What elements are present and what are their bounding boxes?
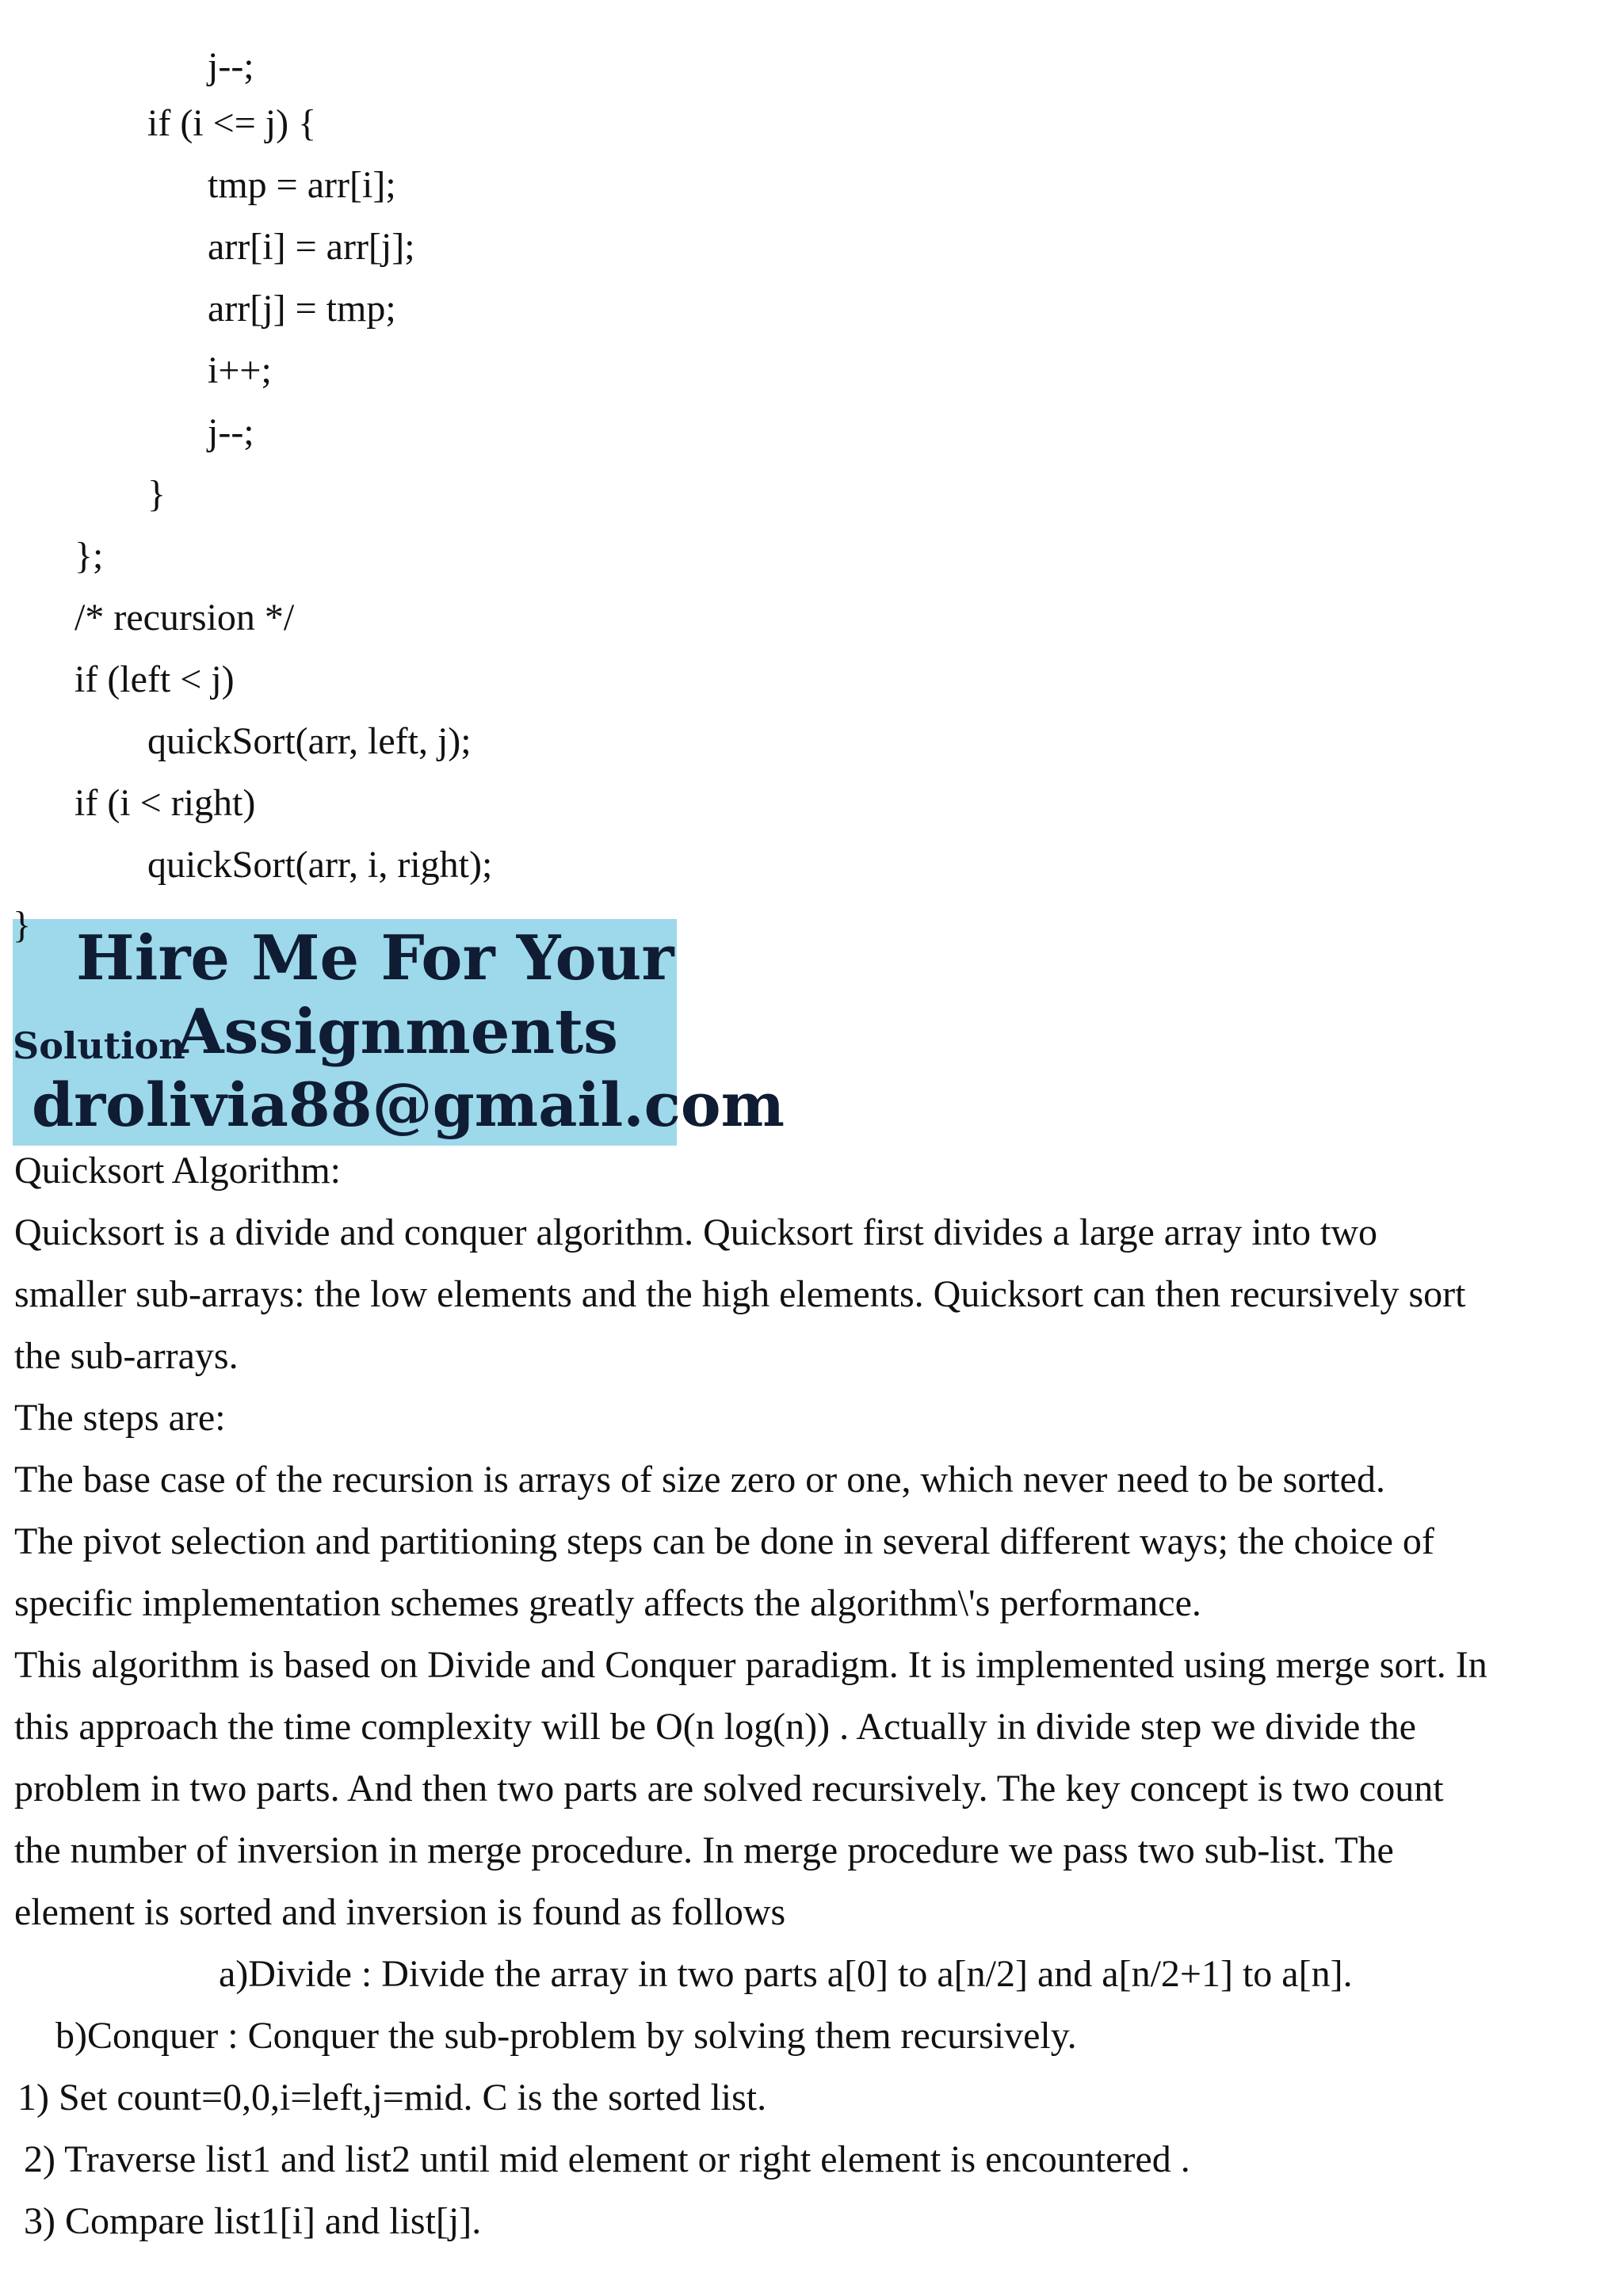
code-line: arr[i] = arr[j]; [208, 226, 415, 268]
paragraph-line: this approach the time complexity will be O(n log(n)) . Actually in divide step we divide the [14, 1706, 1416, 1748]
banner-email: drolivia88@gmail.com [32, 1070, 785, 1140]
list-item: 1) Set count=0,0,i=left,j=mid. C is the sorted list. [17, 2077, 767, 2119]
paragraph-line: smaller sub-arrays: the low elements and the high elements. Quicksort can then recursively sort [14, 1273, 1466, 1315]
paragraph-line: The steps are: [14, 1397, 226, 1439]
code-line: if (i < right) [74, 782, 256, 824]
code-line: j--; [208, 411, 254, 453]
paragraph-line: the sub-arrays. [14, 1335, 239, 1377]
paragraph-line: the number of inversion in merge procedure. In merge procedure we pass two sub-list. The [14, 1829, 1394, 1871]
list-item: b)Conquer : Conquer the sub-problem by solving them recursively. [55, 2015, 1077, 2057]
code-line: quickSort(arr, i, right); [147, 844, 493, 886]
paragraph-line: Quicksort is a divide and conquer algorithm. Quicksort first divides a large array into two [14, 1211, 1378, 1253]
code-line: } [147, 473, 166, 515]
paragraph-line: The pivot selection and partitioning steps can be done in several different ways; the choice of [14, 1520, 1434, 1562]
code-line: }; [74, 535, 104, 577]
list-item: 3) Compare list1[i] and list[j]. [24, 2200, 482, 2242]
code-line: arr[j] = tmp; [208, 288, 396, 330]
paragraph-line: element is sorted and inversion is found as follows [14, 1891, 786, 1933]
list-item: a)Divide : Divide the array in two parts a[0] to a[n/2] and a[n/2+1] to a[n]. [219, 1953, 1353, 1995]
code-line: if (left < j) [74, 658, 235, 700]
paragraph-line: specific implementation schemes greatly affects the algorithm\'s performance. [14, 1582, 1201, 1624]
banner-assignments: Assignments [176, 996, 619, 1068]
list-item: 2) Traverse list1 and list2 until mid element or right element is encountered . [24, 2138, 1190, 2180]
code-line: if (i <= j) { [147, 102, 317, 144]
banner-title: Hire Me For Your [76, 922, 674, 994]
code-line: } [13, 904, 32, 946]
banner-solution-label: Solution [13, 1024, 185, 1067]
code-line: i++; [208, 349, 272, 391]
paragraph-line: The base case of the recursion is arrays of size zero or one, which never need to be sorted. [14, 1459, 1385, 1501]
code-line: j--; [208, 45, 254, 87]
paragraph-line: problem in two parts. And then two parts are solved recursively. The key concept is two count [14, 1768, 1444, 1810]
code-line: /* recursion */ [74, 597, 295, 639]
code-line: tmp = arr[i]; [208, 164, 396, 206]
section-heading: Quicksort Algorithm: [14, 1150, 341, 1192]
paragraph-line: This algorithm is based on Divide and Conquer paradigm. It is implemented using merge sort. In [14, 1644, 1487, 1686]
code-line: quickSort(arr, left, j); [147, 720, 472, 762]
